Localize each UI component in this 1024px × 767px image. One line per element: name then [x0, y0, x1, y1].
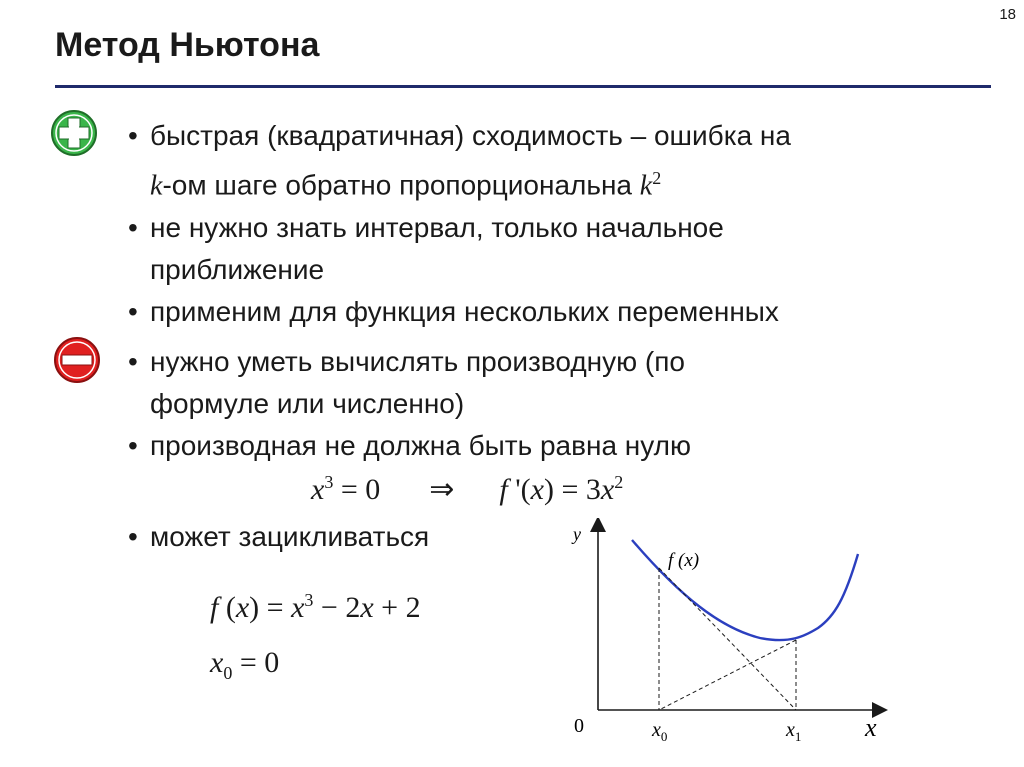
eq-rhs-f: f	[499, 473, 508, 506]
cons-list-cont	[128, 516, 429, 558]
pros-item-2-line2: приближение	[150, 254, 325, 286]
curve-label: f (x)	[668, 550, 700, 571]
slide-number: 18	[999, 6, 1016, 23]
title-underline	[55, 85, 991, 88]
pros-item-1-k: k	[150, 170, 163, 202]
fx-close: ) =	[249, 591, 292, 624]
cons-item-3	[128, 516, 429, 558]
pros-item-1-k2-exp: 2	[652, 168, 662, 188]
pros-item-3-text: применим для функция нескольких переменных	[150, 296, 779, 328]
cons-item-1	[128, 341, 691, 425]
y-axis-label: y	[573, 524, 581, 544]
fx-f: f	[210, 591, 219, 624]
cons-item-1-line1: нужно уметь вычислять производную (по	[150, 346, 685, 377]
pros-item-1	[128, 115, 791, 207]
implies-arrow: ⇒	[429, 473, 455, 506]
cons-item-2	[128, 425, 691, 467]
cons-item-2-text: производная не должна быть равна нулю	[150, 430, 691, 461]
fx-open: (	[218, 591, 236, 624]
pros-item-1-k2: k	[639, 170, 653, 202]
eq-lhs-x: x	[311, 473, 325, 506]
derivative-formula	[311, 472, 623, 507]
fx-plus: + 2	[373, 591, 421, 624]
fx-x3: x	[291, 591, 305, 624]
fx-minus: − 2	[313, 591, 361, 624]
pros-item-1-line1: быстрая (квадратичная) сходимость – ошибка на	[150, 120, 791, 151]
pros-item-2-line1: не нужно знать интервал, только начальное	[150, 212, 724, 244]
fx-x3-exp: 3	[304, 590, 314, 610]
x0-x: x	[210, 646, 224, 679]
x1-label-x: x	[786, 719, 795, 741]
slide-title: Метод Ньютона	[55, 26, 320, 64]
pros-item-3	[128, 291, 791, 333]
minus-icon	[53, 336, 101, 384]
pros-item-1-line2: -ом шаге обратно пропорциональна	[162, 169, 640, 201]
function-formula	[210, 590, 421, 625]
plus-icon	[50, 109, 98, 157]
initial-value-formula	[210, 646, 279, 684]
eq-rhs-x: x	[530, 473, 544, 506]
function-curve	[632, 540, 858, 640]
x1-label	[785, 719, 801, 744]
x1-label-sub: 1	[794, 729, 802, 744]
origin-label: 0	[574, 715, 584, 737]
cons-item-1-line2: формуле или численно)	[150, 388, 465, 419]
x0-label-sub: 0	[660, 729, 668, 744]
x0-rest: = 0	[232, 646, 280, 679]
pros-list	[128, 115, 791, 333]
eq-lhs-exp: 3	[324, 472, 334, 492]
fx-x: x	[235, 591, 250, 624]
pros-item-2	[128, 207, 791, 291]
eq-rhs-x2: x	[600, 473, 615, 506]
cons-list	[128, 341, 691, 467]
eq-lhs-rest: = 0	[333, 473, 381, 506]
eq-rhs-mid: '(	[507, 473, 531, 506]
tangent-at-x1	[659, 640, 796, 710]
newton-cycle-graph	[560, 518, 900, 748]
x-axis-label: x	[865, 713, 877, 742]
x0-label	[651, 719, 667, 744]
cons-item-3-text: может зацикливаться	[150, 521, 430, 552]
x0-label-x: x	[652, 719, 661, 741]
x0-sub: 0	[223, 663, 233, 683]
eq-rhs-eq: ) = 3	[543, 473, 601, 506]
fx-x-lin: x	[360, 591, 374, 624]
eq-rhs-exp: 2	[614, 472, 624, 492]
